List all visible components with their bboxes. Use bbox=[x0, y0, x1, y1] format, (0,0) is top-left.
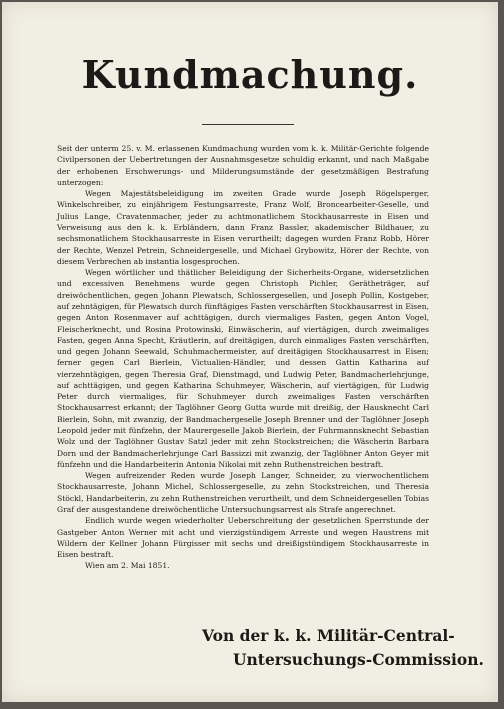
notice-title: Kundmachung. bbox=[81, 52, 419, 97]
date-line: Wien am 2. Mai 1851. bbox=[85, 561, 170, 571]
paragraph-majestaetsbeleidigung: Wegen Majestätsbeleidigung im zweiten Grade wurde Joseph Rögelsperger, Winkelschreiber, zu einjährigem Festungsarreste, Franz Wolf, Broncearbeiter-Geselle, und Julius Lange, Cravatenmacher, jeder zu achtmonatlichem Stockhausarreste in Eisen und Verweisung aus den k. k. Erbländern, dann Franz Bassler, akademischer Bildhauer, zu sechsmonatlichem Stockhausarreste in Eisen verurtheilt; dagegen wurden Franz Robb, Hörer der Rechte, Wenzel Petrein, Schneidergeselle, und Michael Grybowitz, Hörer der Rechte, von diesem Verbrechen ab instantia losgesprochen. bbox=[57, 189, 429, 266]
paragraph-aufreizende-reden: Wegen aufreizender Reden wurde Joseph Langer, Schneider, zu vierwochentlichem Stockhausarreste, Johann Michel, Schlossergeselle, zu zehn Stockstreichen, und Theresia Stöckl, Handarbeiterin, zu zehn Ruthenstreichen verurtheilt, und dem Schneidergesellen Tobias Graf der ausgestandene dreiwöchentliche Untersuchungsarrest als Strafe angerechnet. bbox=[57, 471, 429, 514]
paragraph-beleidigung-sicherheitsorgane: Wegen wörtlicher und thätlicher Beleidigung der Sicherheits-Organe, widersetzlichen und excessiven Benehmens wurde gegen Christoph Pichler, Gerätheträger, auf dreiwöchentlichen, gegen Johann Plewatsch, Schlossergesellen, und Joseph Pollin, Kostgeber, auf zehntägigen, für Plewatsch durch fünftägiges Fasten verschärften Stockhausarrest in Eisen, gegen Anton Rosenmaver auf achttägigen, durch viermaliges Fasten, gegen Anton Vogel, Fleischerknecht, und Rosina Protowinski, Einwäscherin, auf viertägigen, durch zweimaliges Fasten, gegen Anna Specht, Kräutlerin, auf dreitägigen, durch einmaliges Fasten verschärften, und gegen Johann Seewald, Schuhmachermeister, auf dreitägigen Stockhausarrest in Eisen; ferner gegen Carl Bierlein, Victualien-Händler, und dessen Gattin Katharina auf vierzehntägigen, gegen Theresia Graf, Dienstmagd, und Ludwig Peter, Bandmacherlehrjunge, auf achttägigen, und gegen Katharina Schuhmeyer, Wäscherin, auf viertägigen, für Ludwig Peter durch viermaliges, für Schuhmeyer durch zweimaliges Fasten verschärften Stockhausarrest erkannt; der Taglöhner Georg Gutta wurde mit dreißig, der Hausknecht Carl Bierlein, Sohn, mit zwanzig, der Bandmachergeselle Joseph Brenner und der Taglöhner Joseph Leopold jeder mit fünfzehn, der Maurergeselle Jakob Bierlein, der Fuhrmannsknecht Sebastian Wolz und der Taglöhner Gustav Satzl jeder mit zehn Stockstreichen; die Wäscherin Barbara Dorn und der Bandmacherlehrjunge Carl Bassizzi mit zwanzig, der Taglöhner Anton Geyer mit fünfzehn und die Handarbeiterin Antonia Nikolai mit zehn Ruthenstreichen bestraft. bbox=[57, 268, 429, 469]
intro-paragraph: Seit der unterm 25. v. M. erlassenen Kundmachung wurden vom k. k. Militär-Gerichte folgende Civilpersonen der Uebertretungen der Ausnahmsgesetze schuldig erkannt, und nach Maßgabe der erhobenen Erschwerungs- und Milderungsumstände der gesetzmäßigen Bestrafung unterzogen: bbox=[57, 144, 429, 187]
signature-line-1: Von der k. k. Militär-Central- bbox=[202, 626, 455, 645]
notice-body bbox=[57, 143, 429, 572]
signature-line-2: Untersuchungs-Commission. bbox=[233, 650, 484, 669]
notice-sheet bbox=[2, 2, 498, 702]
signature-block bbox=[202, 624, 484, 672]
paragraph-sperrstunde: Endlich wurde wegen wiederholter Ueberschreitung der gesetzlichen Sperrstunde der Gastgeber Anton Werner mit acht und vierzigstündigem Arreste und wegen Haustrens mit Wildern der Kellner Johann Fürgisser mit sechs und dreißigstündigem Stockhausarreste in Eisen bestraft. bbox=[57, 516, 429, 560]
title-divider bbox=[202, 124, 294, 125]
